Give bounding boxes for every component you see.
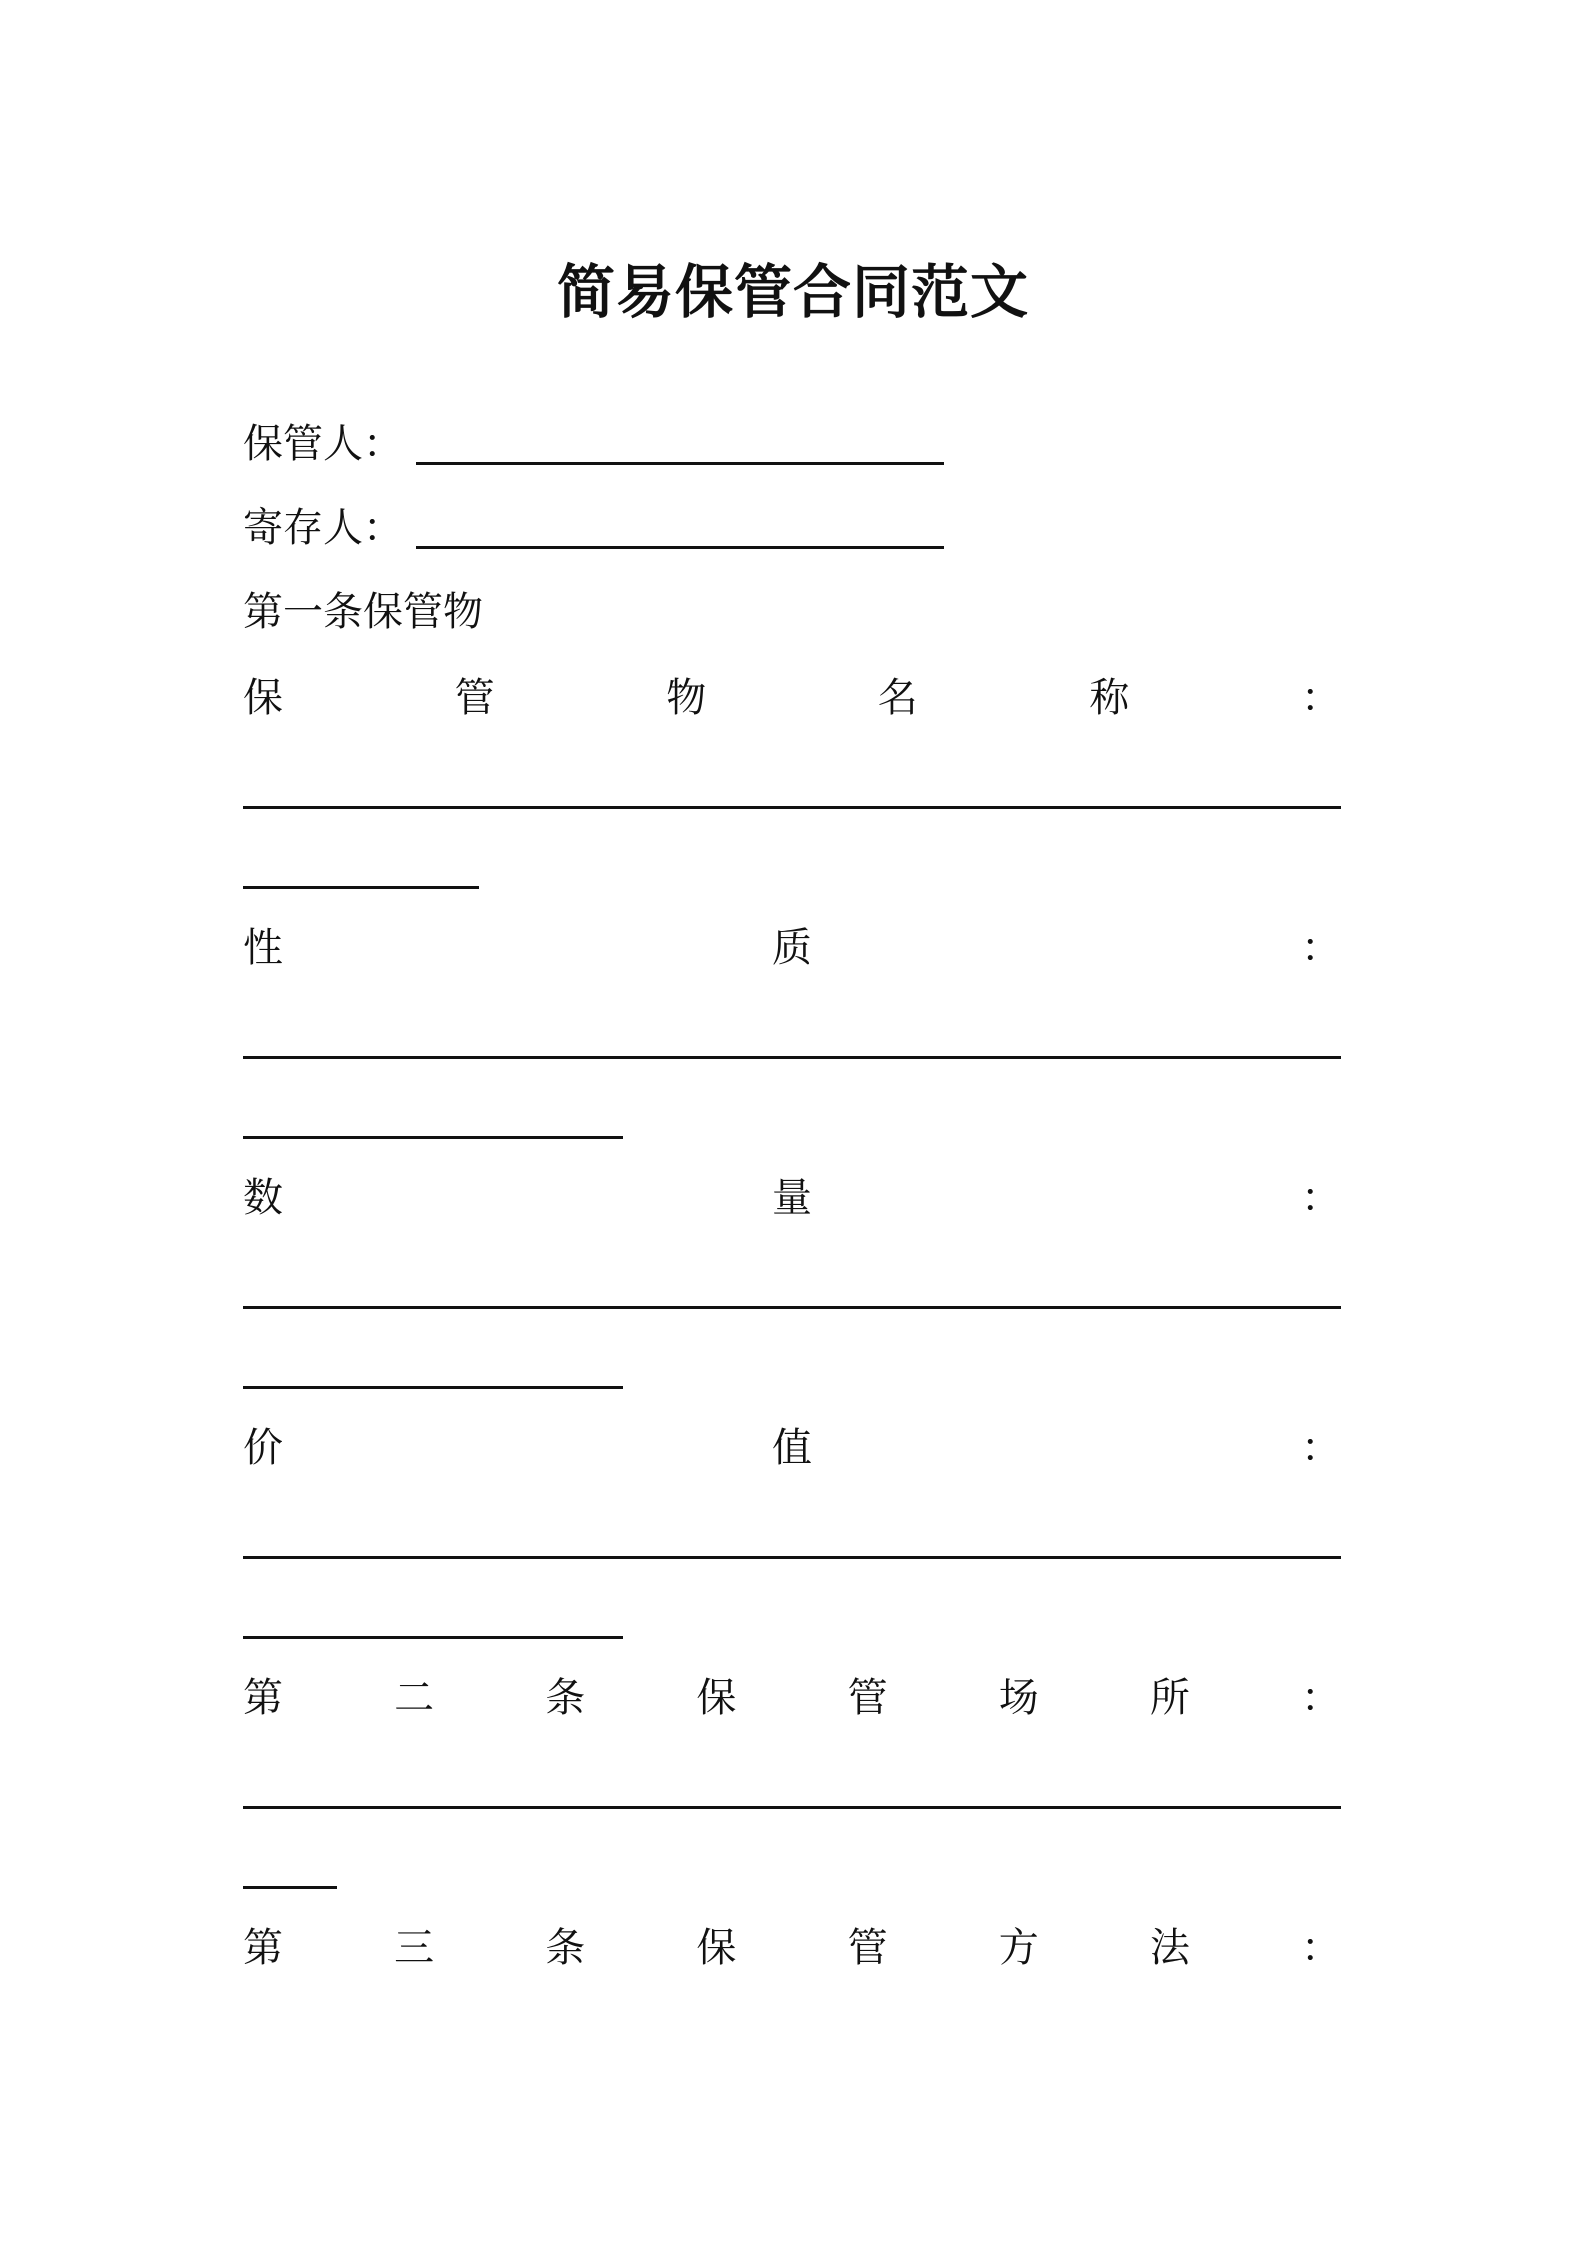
article2-char: 条 (545, 1675, 586, 1721)
value-char: ： (1301, 1425, 1341, 1471)
article2-char: 二 (394, 1675, 435, 1721)
nature-char: 质 (772, 925, 812, 971)
nature-blank-1[interactable] (243, 1056, 1341, 1059)
item-name-char: 保 (243, 675, 283, 721)
item-name-char: 管 (454, 675, 495, 721)
location-blank-2[interactable] (243, 1886, 337, 1889)
article2-char: ： (1300, 1675, 1341, 1721)
article2-char: 第 (243, 1675, 283, 1721)
item-name-blank-1[interactable] (243, 806, 1341, 809)
article3-char: ： (1300, 1925, 1341, 1971)
custodian-label: 保管人： (243, 421, 403, 467)
article2-char: 管 (847, 1675, 888, 1721)
value-label (243, 1420, 1341, 1476)
article2-char: 保 (696, 1675, 737, 1721)
item-name-char: 物 (666, 675, 707, 721)
article3-char: 管 (847, 1925, 888, 1971)
quantity-char: 数 (243, 1175, 283, 1221)
item-name-label (243, 670, 1341, 726)
nature-blank-2[interactable] (243, 1136, 623, 1139)
item-name-char: 名 (877, 675, 918, 721)
value-char: 价 (243, 1425, 283, 1471)
article2-label (243, 1670, 1341, 1726)
custodian-blank[interactable] (416, 462, 944, 465)
value-blank-1[interactable] (243, 1556, 1341, 1559)
article2-char: 场 (998, 1675, 1039, 1721)
quantity-char: 量 (772, 1175, 812, 1221)
quantity-label (243, 1170, 1341, 1226)
article3-char: 条 (545, 1925, 586, 1971)
quantity-blank-2[interactable] (243, 1386, 623, 1389)
article3-char: 第 (243, 1925, 283, 1971)
article3-char: 法 (1149, 1925, 1190, 1971)
item-name-char: 称 (1089, 675, 1130, 721)
nature-label (243, 920, 1341, 976)
depositor-label: 寄存人： (243, 505, 403, 551)
article3-label (243, 1920, 1341, 1976)
quantity-blank-1[interactable] (243, 1306, 1341, 1309)
nature-char: ： (1301, 925, 1341, 971)
item-name-char: ： (1300, 675, 1341, 721)
value-char: 值 (772, 1425, 812, 1471)
article3-char: 三 (394, 1925, 435, 1971)
article1-heading: 第一条保管物 (243, 589, 483, 635)
article3-char: 保 (696, 1925, 737, 1971)
item-name-blank-2[interactable] (243, 886, 479, 889)
page-title: 简易保管合同范文 (556, 258, 1029, 326)
depositor-blank[interactable] (416, 546, 944, 549)
article2-char: 所 (1149, 1675, 1190, 1721)
nature-char: 性 (243, 925, 283, 971)
location-blank-1[interactable] (243, 1806, 1341, 1809)
value-blank-2[interactable] (243, 1636, 623, 1639)
article3-char: 方 (998, 1925, 1039, 1971)
quantity-char: ： (1301, 1175, 1341, 1221)
